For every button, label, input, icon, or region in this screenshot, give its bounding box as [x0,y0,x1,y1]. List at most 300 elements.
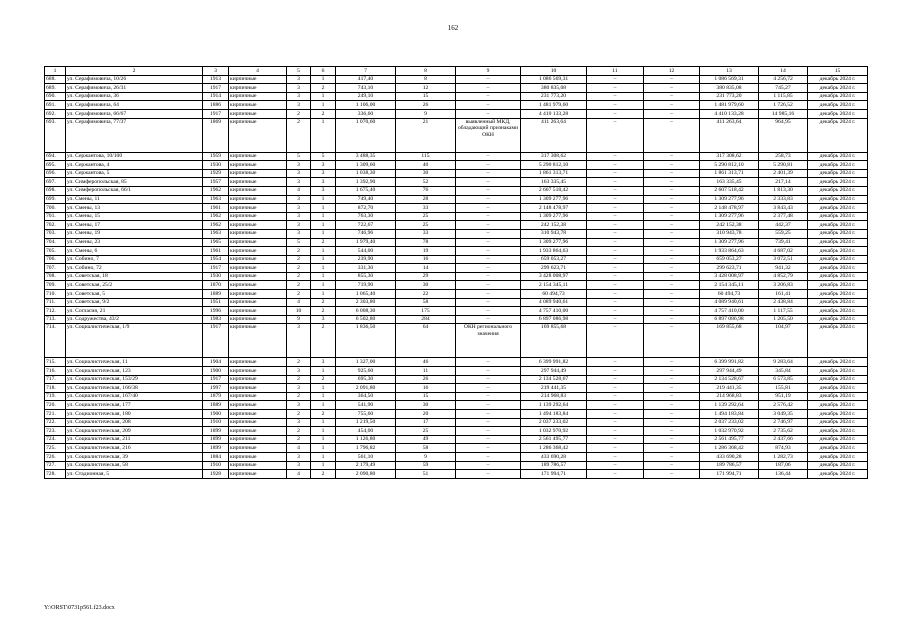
table-cell-col-5: 4 [287,470,311,479]
table-cell-col-10: 3 428 008,97 [521,272,587,281]
table-row [45,281,868,290]
table-cell-col-3: 1884 [203,452,229,461]
table-row [45,264,868,273]
table-cell-col-4: кирпичные [229,272,287,281]
table-cell-col-1: 717. [45,375,66,384]
table-cell-col-9: – [456,247,521,256]
table-cell-col-12: – [644,324,700,358]
table-cell-col-3: 1910 [203,418,229,427]
table-cell-col-1: 691. [45,101,66,110]
table-cell-col-3: 1996 [203,307,229,316]
table-cell-col-12: – [644,427,700,436]
table-cell-col-2: ул. Симферопольская, 66/1 [66,186,203,195]
table-cell-col-14: 745,27 [759,84,808,93]
table-row [45,169,868,178]
table-cell-col-5: 4 [287,298,311,307]
table-cell-col-5: 3 [287,401,311,410]
table-cell-col-2: ул. Серафимовича, 77/37 [66,118,203,152]
table-cell-col-11: – [587,375,644,384]
table-cell-col-3: 1962 [203,221,229,230]
table-cell-col-10: 4 089 940,61 [521,298,587,307]
table-row [45,92,868,101]
table-cell-col-10: 1 481 979,60 [521,101,587,110]
table-cell-col-6: 1 [311,384,336,393]
table-cell-col-6: 1 [311,255,336,264]
table-cell-col-3: 1904 [203,358,229,367]
table-cell-col-10: 2 154 345,11 [521,281,587,290]
table-cell-col-10: 297 944,49 [521,367,587,376]
table-cell-col-6: 3 [311,178,336,187]
table-cell-col-12: – [644,418,700,427]
table-cell-col-2: ул. Советская, 25/2 [66,281,203,290]
table-cell-col-3: 1913 [203,75,229,84]
table-cell-col-10: 4 410 133,28 [521,109,587,118]
table-cell-col-6: 1 [311,418,336,427]
table-cell-col-4: кирпичные [229,101,287,110]
table-cell-col-1: 725. [45,444,66,453]
table-cell-col-15: декабрь 2024 г. [808,212,868,221]
table-cell-col-15: декабрь 2024 г. [808,272,868,281]
table-cell-col-7: 561,10 [336,452,396,461]
table-cell-col-1: 727. [45,461,66,470]
table-cell-col-12: – [644,435,700,444]
table-row [45,178,868,187]
table-cell-col-7: 1 327,00 [336,358,396,367]
table-cell-col-9: – [456,427,521,436]
table-cell-col-12: – [644,195,700,204]
table-cell-col-13: 189 786,57 [700,461,759,470]
table-cell-col-12: – [644,272,700,281]
table-row [45,384,868,393]
table-cell-col-15: декабрь 2024 г. [808,109,868,118]
table-row [45,461,868,470]
table-cell-col-5: 2 [287,255,311,264]
table-row [45,375,868,384]
table-row [45,152,868,161]
table-cell-col-11: – [587,101,644,110]
table-cell-col-8: 49 [396,435,456,444]
table-cell-col-11: – [587,221,644,230]
table-cell-col-6: 1 [311,229,336,238]
table-cell-col-8: 9 [396,452,456,461]
table-cell-col-2: ул. Согласия, 21 [66,307,203,316]
table-cell-col-2: ул. Серафимовича, 66/67 [66,109,203,118]
table-cell-col-9: – [456,92,521,101]
table-cell-col-6: 1 [311,461,336,470]
table-cell-col-1: 700. [45,204,66,213]
table-cell-col-8: 64 [396,324,456,358]
table-cell-col-5: 3 [287,204,311,213]
table-cell-col-11: – [587,452,644,461]
table-cell-col-12: – [644,307,700,316]
table-cell-col-9: – [456,161,521,170]
table-cell-col-14: 1 117,55 [759,307,808,316]
table-cell-col-14: 2 576,42 [759,401,808,410]
table-cell-col-6: 1 [311,212,336,221]
table-cell-col-13: 2 607 518,42 [700,186,759,195]
table-cell-col-7: 1 126,80 [336,435,396,444]
table-cell-col-5: 2 [287,264,311,273]
table-cell-col-12: – [644,358,700,367]
table-cell-col-13: 1 086 569,31 [700,75,759,84]
table-cell-col-8: 22 [396,290,456,299]
table-cell-col-7: 695,30 [336,375,396,384]
table-cell-col-3: 1954 [203,255,229,264]
table-cell-col-15: декабрь 2024 г. [808,169,868,178]
table-cell-col-11: – [587,195,644,204]
table-cell-col-7: 3 488,35 [336,152,396,161]
table-cell-col-14: 2 437,66 [759,435,808,444]
table-cell-col-3: 1997 [203,384,229,393]
table-cell-col-14: 2 333,83 [759,195,808,204]
table-cell-col-11: – [587,238,644,247]
table-cell-col-1: 688. [45,75,66,84]
table-cell-col-5: 5 [287,238,311,247]
table-cell-col-14: 217,14 [759,178,808,187]
table-cell-col-9: – [456,358,521,367]
table-row [45,298,868,307]
table-cell-col-11: – [587,152,644,161]
table-cell-col-6: 1 [311,427,336,436]
table-cell-col-12: – [644,410,700,419]
table-cell-col-2: ул. Смены, 15 [66,212,203,221]
table-cell-col-11: – [587,315,644,324]
table-cell-col-15: декабрь 2024 г. [808,470,868,479]
table-cell-col-10: 163 335,45 [521,178,587,187]
table-cell-col-11: – [587,410,644,419]
table-cell-col-1: 711. [45,298,66,307]
table-cell-col-1: 693. [45,118,66,152]
table-cell-col-4: кирпичные [229,298,287,307]
table-cell-col-15: декабрь 2024 г. [808,195,868,204]
table-cell-col-1: 704. [45,238,66,247]
table-cell-col-4: кирпичные [229,470,287,479]
table-cell-col-12: – [644,401,700,410]
table-cell-col-14: 1 205,50 [759,315,808,324]
table-cell-col-15: декабрь 2024 г. [808,392,868,401]
table-cell-col-6: 2 [311,470,336,479]
table-cell-col-7: 364,50 [336,392,396,401]
table-cell-col-13: 1 481 979,60 [700,101,759,110]
table-cell-col-9: – [456,84,521,93]
table-cell-col-13: 231 773,20 [700,92,759,101]
table-cell-col-2: ул. Советская, 9/2 [66,298,203,307]
header-cell-col-5: 5 [287,67,311,76]
table-cell-col-11: – [587,84,644,93]
table-cell-col-9: – [456,221,521,230]
table-cell-col-4: кирпичные [229,75,287,84]
table-cell-col-10: 2 037 233,02 [521,418,587,427]
table-cell-col-6: 1 [311,221,336,230]
table-cell-col-5: 2 [287,358,311,367]
table-body [45,75,868,478]
table-cell-col-4: кирпичные [229,358,287,367]
table-cell-col-13: 1 032 970,92 [700,427,759,436]
table-cell-col-7: 2 091,80 [336,384,396,393]
table-cell-col-5: 2 [287,427,311,436]
table-cell-col-7: 1 309,60 [336,161,396,170]
table-cell-col-8: 15 [396,92,456,101]
table-cell-col-4: кирпичные [229,290,287,299]
table-cell-col-14: 2 735,62 [759,427,808,436]
table-cell-col-6: 1 [311,75,336,84]
table-cell-col-13: 299 623,71 [700,264,759,273]
table-cell-col-10: 169 855,68 [521,324,587,358]
table-cell-col-7: 722,67 [336,221,396,230]
table-cell-col-9: – [456,444,521,453]
table-cell-col-5: 9 [287,315,311,324]
table-cell-col-14: 104,97 [759,324,808,358]
table-cell-col-13: 310 943,78 [700,229,759,238]
table-cell-col-7: 239,90 [336,255,396,264]
table-cell-col-2: ул. Симферопольская, 85 [66,178,203,187]
table-cell-col-12: – [644,152,700,161]
table-cell-col-15: декабрь 2024 г. [808,367,868,376]
table-cell-col-2: ул. Сержантова, 4 [66,161,203,170]
table-cell-col-12: – [644,281,700,290]
table-cell-col-14: 187,06 [759,461,808,470]
table-cell-col-12: – [644,118,700,152]
table-cell-col-3: 1917 [203,375,229,384]
table-cell-col-7: 872,70 [336,204,396,213]
header-cell-col-1: 1 [45,67,66,76]
table-cell-col-15: декабрь 2024 г. [808,290,868,299]
table-cell-col-11: – [587,204,644,213]
table-cell-col-3: 1917 [203,84,229,93]
header-cell-col-6: 6 [311,67,336,76]
table-row [45,238,868,247]
table-cell-col-14: 2 438,84 [759,298,808,307]
table-cell-col-12: – [644,204,700,213]
table-cell-col-9: выявленный МКД, обладающий признаками ОКН [456,118,521,152]
table-cell-col-3: 1963 [203,195,229,204]
table-cell-col-9: – [456,255,521,264]
table-cell-col-5: 4 [287,444,311,453]
header-cell-col-8: 8 [396,67,456,76]
table-cell-col-15: декабрь 2024 г. [808,238,868,247]
table-cell-col-9: – [456,186,521,195]
table-cell-col-8: 40 [396,161,456,170]
table-cell-col-13: 4 089 940,61 [700,298,759,307]
table-cell-col-10: 1 309 277,96 [521,195,587,204]
table-cell-col-11: – [587,298,644,307]
table-cell-col-13: 3 428 008,97 [700,272,759,281]
table-cell-col-8: 21 [396,118,456,152]
table-cell-col-15: декабрь 2024 г. [808,427,868,436]
table-cell-col-12: – [644,212,700,221]
table-cell-col-6: 1 [311,204,336,213]
table-cell-col-7: 755,60 [336,410,396,419]
table-cell-col-8: 8 [396,75,456,84]
table-cell-col-10: 1 309 277,96 [521,238,587,247]
table-cell-col-5: 2 [287,281,311,290]
table-cell-col-8: 76 [396,186,456,195]
table-cell-col-13: 1 286 368,42 [700,444,759,453]
header-cell-col-13: 13 [700,67,759,76]
table-cell-col-8: 33 [396,204,456,213]
table-row [45,247,868,256]
table-row [45,444,868,453]
table-cell-col-15: декабрь 2024 г. [808,221,868,230]
table-cell-col-10: 1 309 277,96 [521,212,587,221]
table-cell-col-4: кирпичные [229,315,287,324]
table-cell-col-2: ул. Серафимовича, 10/26 [66,75,203,84]
table-cell-col-1: 724. [45,435,66,444]
table-cell-col-1: 699. [45,195,66,204]
table-cell-col-1: 701. [45,212,66,221]
table-cell-col-6: 1 [311,92,336,101]
table-cell-col-14: 941,32 [759,264,808,273]
table-cell-col-13: 1 309 277,96 [700,195,759,204]
table-cell-col-6: 2 [311,84,336,93]
table-cell-col-5: 3 [287,101,311,110]
table-cell-col-9: – [456,152,521,161]
table-cell-col-10: 1 933 864,63 [521,247,587,256]
table-cell-col-15: декабрь 2024 г. [808,264,868,273]
table-cell-col-7: 1 979,40 [336,238,396,247]
table-cell-col-9: – [456,452,521,461]
table-cell-col-6: 1 [311,272,336,281]
table-cell-col-2: ул. Сержантова, 10/100 [66,152,203,161]
table-cell-col-5: 2 [287,272,311,281]
table-cell-col-6: 5 [311,152,336,161]
table-cell-col-14: 2 401,39 [759,169,808,178]
table-cell-col-10: 6 897 086,98 [521,315,587,324]
table-row [45,427,868,436]
table-cell-col-5: 2 [287,392,311,401]
table-cell-col-6: 1 [311,101,336,110]
table-cell-col-5: 10 [287,307,311,316]
table-cell-col-4: кирпичные [229,324,287,358]
table-cell-col-15: декабрь 2024 г. [808,401,868,410]
table-cell-col-11: – [587,212,644,221]
table-cell-col-15: декабрь 2024 г. [808,84,868,93]
table-cell-col-11: – [587,281,644,290]
table-cell-col-4: кирпичные [229,444,287,453]
table-cell-col-9: – [456,410,521,419]
table-cell-col-4: кирпичные [229,247,287,256]
table-cell-col-2: ул. Серафимовича, 64 [66,101,203,110]
table-cell-col-8: 9 [396,109,456,118]
table-cell-col-11: – [587,118,644,152]
table-cell-col-9: – [456,367,521,376]
table-cell-col-1: 692. [45,109,66,118]
table-cell-col-7: 417,40 [336,75,396,84]
table-cell-col-1: 706. [45,255,66,264]
table-cell-col-14: 161,41 [759,290,808,299]
table-row [45,84,868,93]
table-cell-col-7: 2 179,49 [336,461,396,470]
table-cell-col-3: 1963 [203,229,229,238]
table-cell-col-8: 30 [396,169,456,178]
table-cell-col-14: 4 852,79 [759,272,808,281]
table-cell-col-4: кирпичные [229,186,287,195]
table-cell-col-9: – [456,229,521,238]
table-cell-col-12: – [644,461,700,470]
table-cell-col-8: 29 [396,272,456,281]
table-cell-col-14: 14 985,16 [759,109,808,118]
header-cell-col-11: 11 [587,67,644,76]
table-cell-col-8: 25 [396,212,456,221]
table-cell-col-13: 659 053,27 [700,255,759,264]
table-cell-col-15: декабрь 2024 г. [808,101,868,110]
table-cell-col-4: кирпичные [229,255,287,264]
table-cell-col-8: 51 [396,470,456,479]
table-cell-col-1: 714. [45,324,66,358]
table-cell-col-15: декабрь 2024 г. [808,384,868,393]
table-cell-col-1: 705. [45,247,66,256]
table-cell-col-12: – [644,161,700,170]
table-cell-col-4: кирпичные [229,307,287,316]
table-cell-col-7: 746,96 [336,229,396,238]
table-cell-col-6: 1 [311,444,336,453]
table-cell-col-3: 1929 [203,169,229,178]
table-cell-col-13: 2 134 528,67 [700,375,759,384]
table-cell-col-10: 1 032 970,92 [521,427,587,436]
table-cell-col-7: 743,10 [336,84,396,93]
table-cell-col-7: 925,60 [336,367,396,376]
table-cell-col-1: 696. [45,169,66,178]
table-cell-col-9: ОКН регионального значения [456,324,521,358]
table-cell-col-3: 1889 [203,290,229,299]
table-cell-col-10: 380 835,08 [521,84,587,93]
table-cell-col-7: 6 008,30 [336,307,396,316]
table-cell-col-15: декабрь 2024 г. [808,410,868,419]
table-cell-col-2: ул. Социалистическая, 153/29 [66,375,203,384]
table-cell-col-6: 1 [311,367,336,376]
table-cell-col-12: – [644,229,700,238]
table-cell-col-7: 1 219,50 [336,418,396,427]
table-row [45,186,868,195]
table-cell-col-12: – [644,264,700,273]
table-cell-col-8: 16 [396,384,456,393]
table-cell-col-15: декабрь 2024 г. [808,452,868,461]
table-cell-col-6: 3 [311,315,336,324]
table-cell-col-15: декабрь 2024 г. [808,204,868,213]
table-cell-col-13: 219 441,35 [700,384,759,393]
table-row [45,324,868,358]
table-cell-col-6: 1 [311,290,336,299]
table-cell-col-6: 1 [311,392,336,401]
table-cell-col-7: 331,30 [336,264,396,273]
table-cell-col-11: – [587,444,644,453]
table-cell-col-1: 689. [45,84,66,93]
table-cell-col-5: 2 [287,375,311,384]
table-cell-col-9: – [456,290,521,299]
table-cell-col-11: – [587,435,644,444]
table-cell-col-11: – [587,247,644,256]
table-cell-col-2: ул. Социалистическая, 180 [66,410,203,419]
table-cell-col-4: кирпичные [229,392,287,401]
table-cell-col-5: 3 [287,384,311,393]
table-cell-col-1: 709. [45,281,66,290]
header-cell-col-4: 4 [229,67,287,76]
table-cell-col-1: 723. [45,427,66,436]
table-cell-col-11: – [587,255,644,264]
table-cell-col-13: 2 154 345,11 [700,281,759,290]
table-cell-col-10: 2 134 528,67 [521,375,587,384]
table-cell-col-5: 2 [287,247,311,256]
table-cell-col-4: кирпичные [229,384,287,393]
table-cell-col-11: – [587,75,644,84]
table-row [45,221,868,230]
table-cell-col-3: 1983 [203,315,229,324]
table-row [45,358,868,367]
table-cell-col-3: 1957 [203,178,229,187]
table-cell-col-2: ул. Социалистическая, 216 [66,444,203,453]
table-cell-col-4: кирпичные [229,152,287,161]
table-cell-col-10: 1 286 368,42 [521,444,587,453]
